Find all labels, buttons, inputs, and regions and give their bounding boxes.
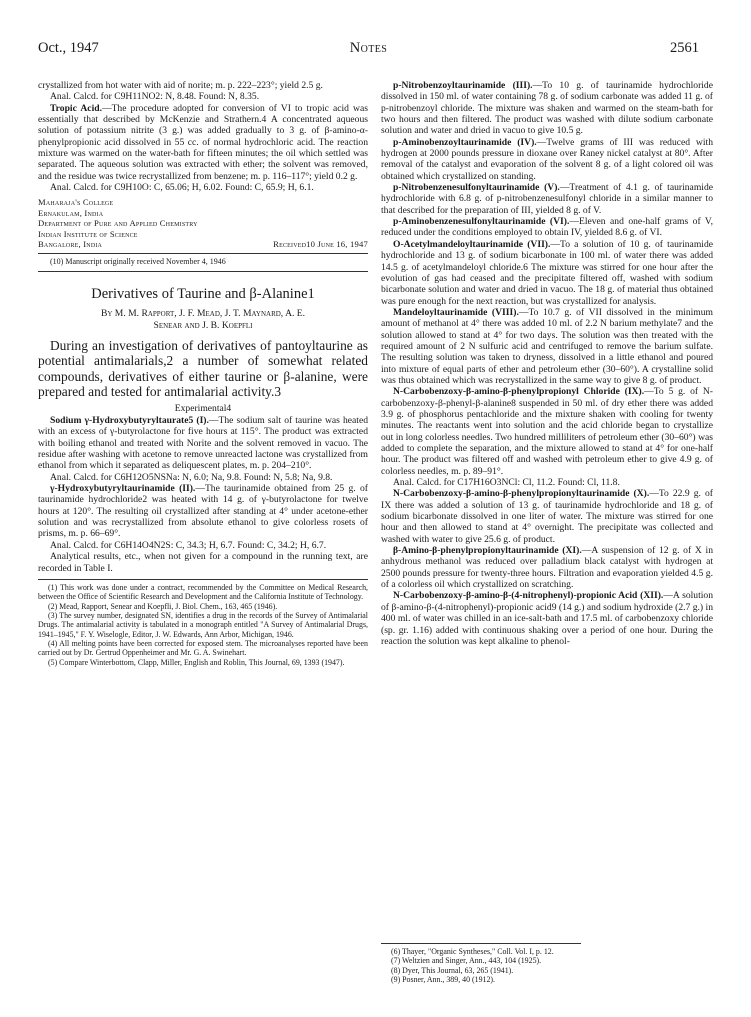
paragraph: Analytical results, etc., when not given for a compound in the running text, are recorded in Table I.: [38, 551, 368, 574]
compound-heading: p-Aminobenzenesulfonyltaurinamide (VI).: [393, 216, 570, 228]
footnote: (5) Compare Winterbottom, Clapp, Miller, English and Roblin, This Journal, 69, 1393 (1947).: [48, 657, 345, 667]
footnote: (9) Posner, Ann., 389, 40 (1912).: [391, 975, 496, 985]
received-date: Received10 June 16, 1947: [273, 239, 368, 250]
footnote: (1) This work was done under a contract, recommended by the Committee on Medical Research, between the Office of Scientific Research and Development and the California Institute of Technology.: [38, 582, 368, 602]
compound-heading: N-Carbobenzoxy-β-amino-β-phenylpropionyl Chloride (IX).: [393, 386, 645, 398]
header-page-number: 2561: [670, 40, 699, 56]
divider: [38, 253, 368, 254]
footnote: (2) Mead, Rapport, Senear and Koepfli, J. Biol. Chem., 163, 465 (1946).: [48, 601, 278, 611]
paragraph: γ-Hydroxybutyryltaurinamide (II).—The taurinamide obtained from 25 g. of taurinamide hydrochloride2 was heated with 14 g. of γ-butyrolactone for twelve hours at 120°. The resulting oil crystallized after standing at 4° under acetone-ether solution and was recrystallized from absolute ethanol to give colorless rosets of prisms, m. p. 66–69°.: [38, 483, 368, 540]
section-heading: Experimental4: [174, 402, 232, 414]
right-column: [381, 80, 713, 647]
paragraph: p-Nitrobenzoyltaurinamide (III).—To 10 g. of taurinamide hydrochloride dissolved in 150 ml. of water containing 78 g. of sodium carbonate was added 11 g. of p-nitrobenzoyl chloride. The mixture was shaken and warmed on the steam-bath for two hours and then filtered. The product was washed with dilute sodium carbonate solution and water and dried in vacuo to give 10.5 g.: [381, 80, 713, 137]
footnote-divider: [38, 579, 368, 580]
paragraph: p-Nitrobenzenesulfonyltaurinamide (V).—Treatment of 4.1 g. of taurinamide hydrochloride with 6.8 g. of p-nitrobenzenesulfonyl chloride in a similar manner to that described for the preparation of III, yielded 8 g. of V.: [381, 182, 713, 216]
analysis-line: Anal. Calcd. for C6H12O5NSNa: N, 6.0; Na, 9.8. Found: N, 5.8; Na, 9.8.: [50, 471, 333, 483]
right-footnotes: [381, 938, 581, 984]
author-list: By M. M. Rapport, J. F. Mead, J. T. Maynard, A. E. Senear and J. B. Koepfli: [100, 308, 306, 331]
paragraph: N-Carbobenzoxy-β-amino-β-phenylpropionyl Chloride (IX).—To 5 g. of N-carbobenzoxy-β-phenyl-β-alanine8 suspended in 50 ml. of dry ether there was added 3.9 g. of phosphorus pentachloride and the mixture shaken with cooling for twenty minutes. The reactants went into solution and the acid chloride began to crystallize out in long colorless needles. Two hundred milliliters of petroleum ether (30–60°) was added to complete the separation, and the mixture allowed to stand at 4° for one-half hour. The product was filtered off and washed with petroleum ether to give 4.9 g. of colorless needles, m. p. 89–91°.: [381, 386, 713, 477]
paragraph: Tropic Acid.—The procedure adopted for conversion of VI to tropic acid was essentially that described by McKenzie and Strathern.4 A concentrated aqueous solution of potassium nitrite (3 g.) was added gradually to 3 g. of β-amino-α-phenylpropionic acid dissolved in 55 cc. of normal hydrochloric acid. The reaction mixture was warmed on the water-bath for fifteen minutes; the oil which settled was separated. The aqueous solution was extracted with ether; the solvent was removed, and the residue was twice recrystallized from benzene; m. p. 116–117°; yield 0.2 g.: [38, 102, 368, 182]
footnote: (4) All melting points have been corrected for exposed stem. The microanalyses reported have been carried out by Dr. Gertrud Oppenheimer and Mr. G. A. Swinehart.: [38, 638, 368, 658]
footnote-divider: [381, 943, 581, 944]
compound-heading: Tropic Acid.: [50, 102, 102, 114]
header-section: Notes: [349, 40, 388, 56]
footnote: (7) Weltzien and Singer, Ann., 443, 104 (1925).: [391, 956, 542, 966]
compound-heading: p-Nitrobenzoyltaurinamide (III).: [393, 80, 533, 91]
paragraph: p-Aminobenzenesulfonyltaurinamide (VI).—Eleven and one-half grams of V, reduced under the conditions employed to obtain IV, yielded 8.6 g. of VI.: [381, 216, 714, 239]
footnote: (10) Manuscript originally received November 4, 1946: [50, 257, 226, 267]
analysis-line: Anal. Calcd. for C9H11NO2: N, 8.48. Found: N, 8.35.: [50, 91, 260, 103]
compound-heading: p-Aminobenzoyltaurinamide (IV).: [393, 136, 537, 148]
paragraph: Sodium γ-Hydroxybutyryltaurate5 (I).—The sodium salt of taurine was heated with an excess of γ-butyrolactone for five hours at 115°. The product was extracted with boiling ethanol and treated with Norite and the solvent removed in vacuo. The residue after washing with acetone to remove unreacted lactone was crystallized from ethanol from which it separated as deliquescent plates, m. p. 204–210°.: [38, 415, 368, 472]
compound-heading: O-Acetylmandeloyltaurinamide (VII).: [393, 238, 551, 250]
footnote: (8) Dyer, This Journal, 63, 265 (1941).: [391, 965, 514, 975]
paragraph: N-Carbobenzoxy-β-amino-β-phenylpropionyltaurinamide (X).—To 22.9 g. of IX there was added a solution of 13 g. of taurinamide hydrochloride and 18 g. of sodium bicarbonate dissolved in one liter of water. The mixture was stirred for one hour and then allowed to stand at 4° overnight. The precipitate was collected and washed with water to give 25.6 g. of product.: [381, 488, 713, 545]
compound-heading: β-Amino-β-phenylpropionyltaurinamide (XI).: [393, 545, 582, 557]
paragraph: N-Carbobenzoxy-β-amino-β-(4-nitrophenyl)-propionic Acid (XII).—A solution of β-amino-β-(4-nitrophenyl)-propionic acid9 (14 g.) and sodium hydroxide (2.7 g.) in 400 ml. of water was chilled in an ice-salt-bath and 17.5 ml. of carbobenzoxy chloride (sp. gr. 1.16) added with continuous shaking over a period of one hour. During the reaction the solution was kept alkaline to phenol-: [381, 590, 714, 647]
compound-heading: Sodium γ-Hydroxybutyryltaurate5 (I).: [50, 415, 209, 427]
header-date: Oct., 1947: [38, 40, 99, 56]
footnote: (6) Thayer, "Organic Syntheses," Coll. Vol. I, p. 12.: [391, 947, 554, 956]
compound-heading: p-Nitrobenzenesulfonyltaurinamide (V).: [393, 182, 560, 194]
analysis-line: Anal. Calcd. for C6H14O4N2S: C, 34.3; H, 6.7. Found: C, 34.2; H, 6.7.: [50, 539, 327, 551]
author-affiliation: Maharaja's College Ernakulam, India Department of Pure and Applied Chemistry Indian Institute of Science Bangalore, India Received10 June 16, 1947: [38, 197, 368, 250]
compound-heading: Mandeloyltaurinamide (VIII).: [393, 306, 519, 318]
paragraph: p-Aminobenzoyltaurinamide (IV).—Twelve grams of III was reduced with hydrogen at 2000 pounds pressure in dioxane over Raney nickel catalyst at 80°. After removal of the catalyst and evaporation of the solvent 8 g. of a light colored oil was obtained which crystallized on standing.: [381, 136, 713, 182]
compound-heading: γ-Hydroxybutyryltaurinamide (II).: [50, 483, 196, 495]
paragraph: β-Amino-β-phenylpropionyltaurinamide (XI).—A suspension of 12 g. of X in anhydrous methanol was reduced over palladium black catalyst with hydrogen at 2500 pounds pressure for twenty-three hours. Filtration and evaporation yielded 4.5 g. of a colorless oil which crystallized on scratching.: [381, 545, 713, 591]
analysis-line: Anal. Calcd. for C17H16O3NCl: Cl, 11.2. Found: Cl, 11.8.: [393, 477, 620, 489]
left-column: [38, 80, 368, 667]
abstract: During an investigation of derivatives of pantoyltaurine as potential antimalarials,2 a number of somewhat related compounds, derivatives of either taurine or β-alanine, were prepared and tested for antimalarial activity.3: [38, 338, 368, 400]
footnote: (3) The survey number, designated SN, identifies a drug in the records of the Survey of Antimalarial Drugs. The antimalarial activity is tabulated in a monograph entitled "A Survey of Antimalarial Drugs, 1941–1945," F. Y. Wiselogle, Editor, J. W. Edwards, Ann Arbor, Michigan, 1946.: [38, 610, 368, 639]
page-header: [38, 40, 699, 60]
analysis-line: Anal. Calcd. for C9H10O: C, 65.06; H, 6.02. Found: C, 65.9; H, 6.1.: [50, 182, 314, 194]
paragraph: crystallized from hot water with aid of norite; m. p. 222–223°; yield 2.5 g.: [38, 80, 323, 91]
paragraph: Mandeloyltaurinamide (VIII).—To 10.7 g. of VII dissolved in the minimum amount of methanol at 4° there was added 10 ml. of 2.2 N barium methylate7 and the solution allowed to stand at 4° for two days. The solution was then treated with the required amount of 2 N sulfuric acid and centrifuged to remove the barium sulfate. The resulting solution was taken to dryness, dissolved in a little ethanol and poured into mixture of equal parts of ether and petroleum ether (30–60°). A crystalline solid was thus obtained which was recrystallized in the same way to give 8 g. of product.: [381, 306, 713, 386]
compound-heading: N-Carbobenzoxy-β-amino-β-phenylpropionyltaurinamide (X).: [393, 488, 650, 500]
compound-heading: N-Carbobenzoxy-β-amino-β-(4-nitrophenyl)-propionic Acid (XII).: [393, 590, 664, 602]
paragraph: O-Acetylmandeloyltaurinamide (VII).—To a solution of 10 g. of taurinamide hydrochloride and 13 g. of sodium bicarbonate in 100 ml. of water there was added 14.5 g. of acetylmandeloyl chloride.6 The mixture was stirred for one hour after the evolution of gas had ceased and the precipitate filtered off, washed with sodium bicarbonate solution and water and dried in vacuo. The 18 g. of material thus obtained was pure enough for the next reaction, but was crystallized for analysis.: [381, 238, 713, 307]
article-title: Derivatives of Taurine and β-Alanine1: [91, 286, 315, 303]
divider: [38, 271, 368, 272]
